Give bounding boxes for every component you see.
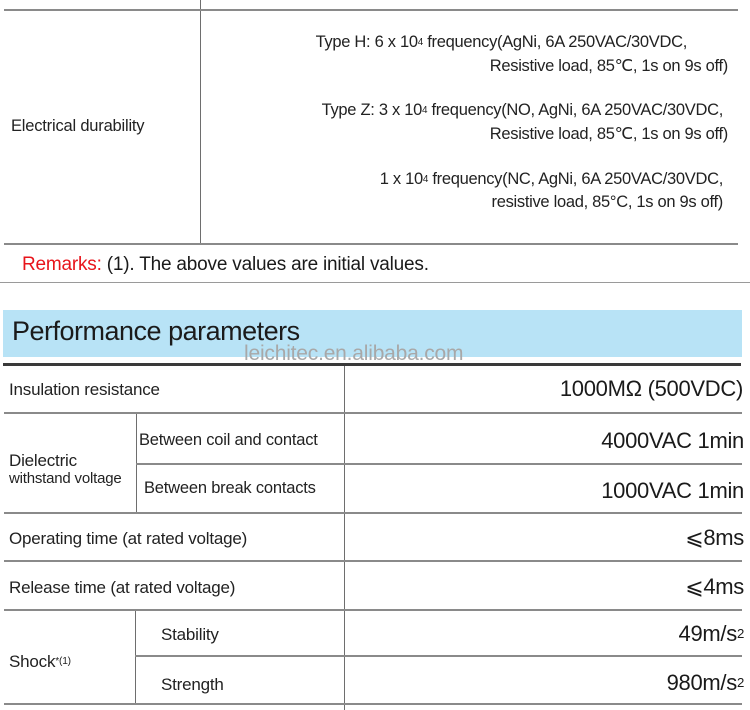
upper-table-column-divider bbox=[200, 0, 201, 244]
shock-stability-value: $49m/s^2$ bbox=[678, 621, 744, 646]
shock-label: Shock$^{*(1)}$ bbox=[9, 652, 71, 671]
row-divider bbox=[4, 703, 742, 705]
upper-table-bottom-border bbox=[4, 243, 738, 245]
shock-stability-label: Stability bbox=[161, 625, 219, 644]
release-time-value: ⩽4ms bbox=[685, 574, 744, 599]
durability-type-h-line2: Resistive load, 85℃, 1s on 9s off) bbox=[489, 57, 728, 75]
operating-time-label: Operating time (at rated voltage) bbox=[9, 529, 248, 548]
operating-time-value: ⩽8ms bbox=[685, 525, 744, 550]
remarks-note bbox=[22, 254, 429, 276]
row-divider bbox=[136, 463, 742, 465]
row-divider bbox=[4, 512, 742, 514]
shock-footnote-marker: *(1) bbox=[55, 656, 71, 668]
insulation-resistance-value: 1000MΩ (500VDC) bbox=[559, 376, 743, 401]
watermark-text: leichitec.en.alibaba.com bbox=[244, 342, 464, 365]
row-divider bbox=[4, 609, 742, 611]
shock-subcolumn-divider bbox=[135, 610, 136, 704]
dielectric-coil-contact-value: 4000VAC 1min bbox=[601, 428, 744, 453]
upper-table-top-border bbox=[4, 9, 738, 11]
dielectric-break-contacts-label: Between break contacts bbox=[144, 479, 316, 497]
remarks-label: Remarks: bbox=[22, 254, 102, 275]
remarks-text: (1). The above values are initial values. bbox=[101, 254, 429, 275]
dielectric-label-line2: withstand voltage bbox=[9, 470, 122, 487]
release-time-label: Release time (at rated voltage) bbox=[9, 578, 236, 597]
durability-type-h-line1: Type H: 6 x $10^4$ frequency(AgNi, 6A 250VAC/30VDC, bbox=[315, 33, 687, 51]
durability-type-z-no-line2: Resistive load, 85℃, 1s on 9s off) bbox=[489, 125, 728, 143]
dielectric-label-line1: Dielectric bbox=[9, 451, 77, 470]
row-divider bbox=[4, 560, 742, 562]
shock-strength-label: Strength bbox=[161, 675, 224, 694]
durability-type-z-no-line1: Type Z: 3 x $10^4$ frequency(NO, AgNi, 6A 250VAC/30VDC, bbox=[321, 101, 723, 119]
electrical-durability-label: Electrical durability bbox=[11, 117, 145, 135]
durability-type-z-nc-line1: 1 x $10^4$ frequency(NC, AgNi, 6A 250VAC/30VDC, bbox=[379, 170, 723, 188]
remarks-bottom-divider bbox=[0, 282, 750, 283]
row-divider bbox=[4, 412, 742, 414]
dielectric-break-contacts-value: 1000VAC 1min bbox=[601, 478, 744, 503]
row-divider bbox=[135, 655, 742, 657]
section-title: Performance parameters bbox=[12, 316, 300, 346]
insulation-resistance-label: Insulation resistance bbox=[9, 380, 160, 399]
durability-type-z-nc-line2: resistive load, 85°C, 1s on 9s off) bbox=[491, 193, 723, 211]
shock-strength-value: $980m/s^2$ bbox=[666, 670, 744, 695]
performance-value-column-divider bbox=[344, 366, 345, 710]
dielectric-coil-contact-label: Between coil and contact bbox=[139, 431, 318, 449]
